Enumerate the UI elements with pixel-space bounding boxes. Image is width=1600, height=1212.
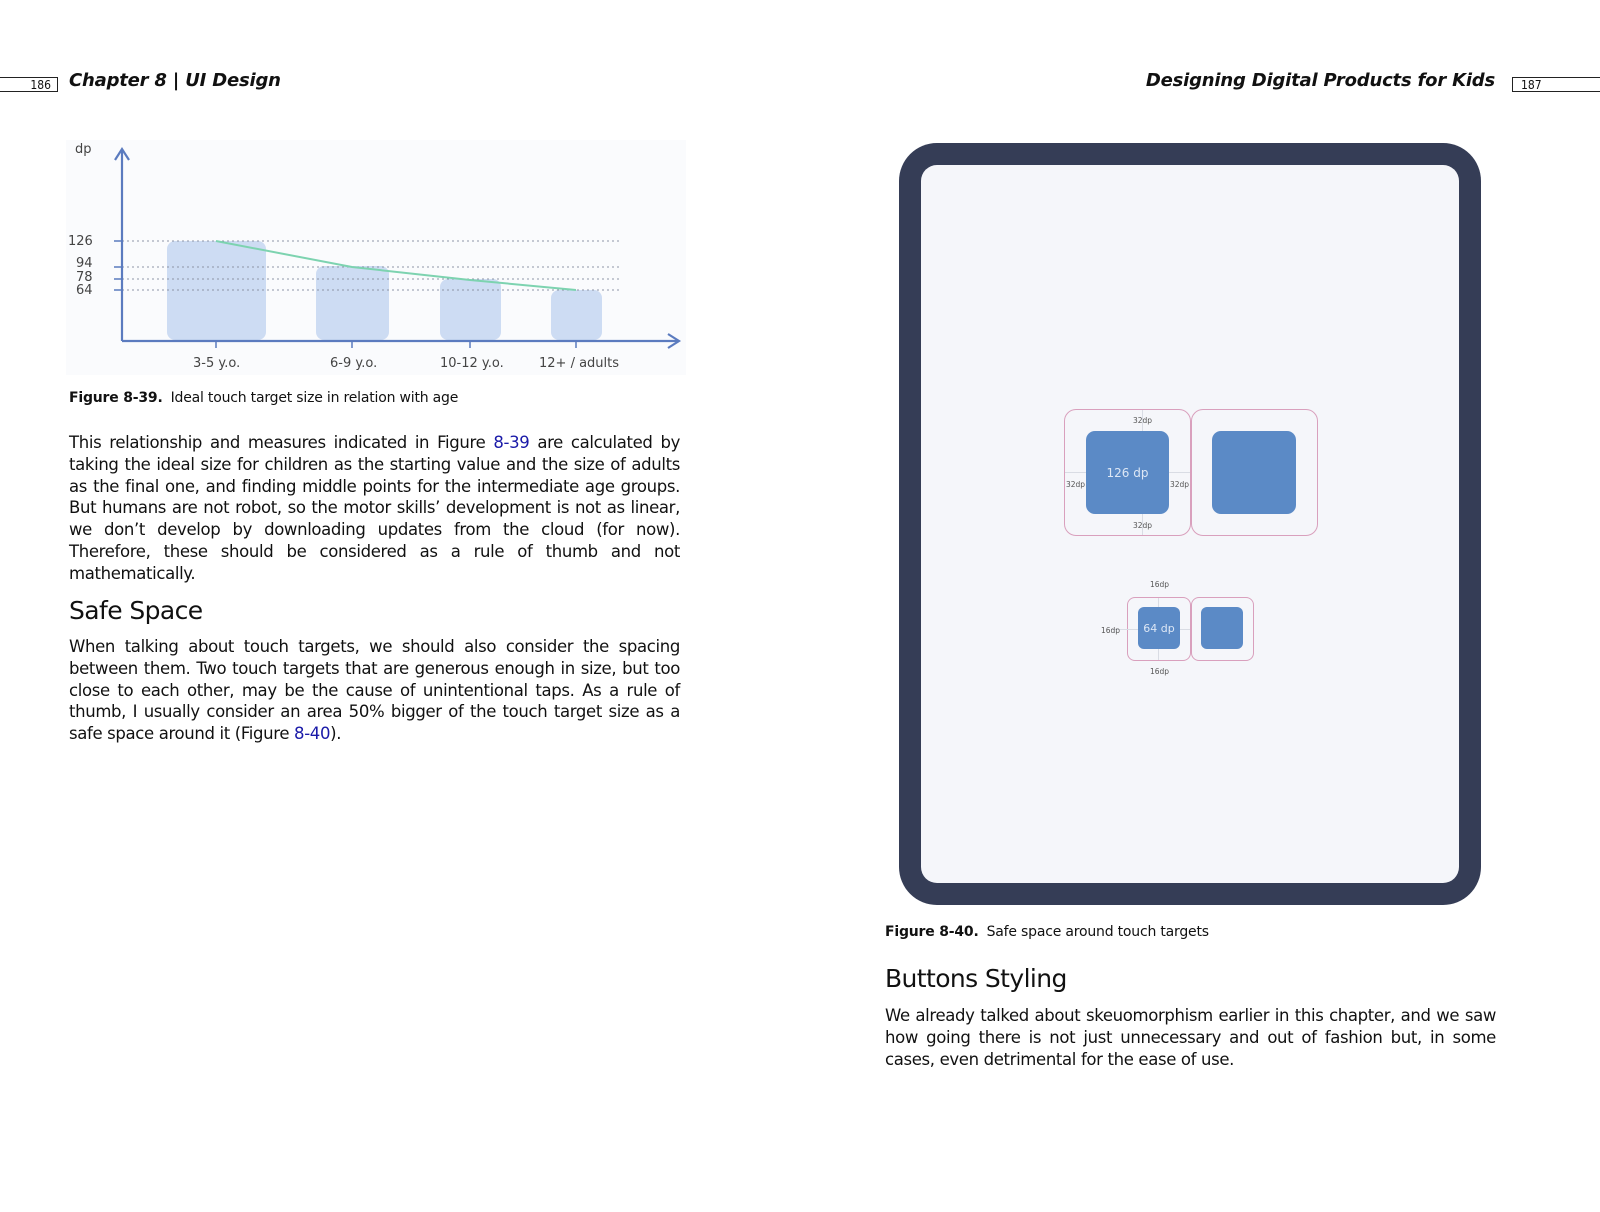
touch-target-large — [1086, 431, 1169, 514]
chart-y-ticks — [114, 241, 122, 290]
touch-target-small — [1138, 607, 1180, 649]
chart-x-label-6-9: 6-9 y.o. — [330, 356, 378, 371]
spacing-label-bottom-small: 16dp — [1150, 667, 1170, 676]
caption-label: Figure 8-39. — [69, 390, 163, 406]
bar-12-adults — [551, 290, 602, 340]
chart-y-tick-64: 64 — [76, 283, 93, 298]
target-size-label: 64 dp — [1143, 621, 1175, 635]
body-paragraph-3: We already talked about skeuomorphism earlier in this chapter, and we saw how going there is not just unnecessary and out of fashion but, in some cases, even detrimental for the ease of use. — [885, 1006, 1496, 1069]
spacing-label-left: 32dp — [1066, 480, 1086, 489]
bar-3-5 — [167, 241, 266, 340]
bar-6-9 — [316, 266, 389, 340]
figure-8-40-link[interactable]: 8-40 — [294, 724, 331, 744]
touch-target-chart — [66, 140, 686, 375]
target-size-label: 126 dp — [1106, 465, 1149, 480]
body-paragraph-1 — [69, 432, 680, 585]
chart-y-tick-78: 78 — [76, 270, 93, 285]
chart-x-label-10-12: 10-12 y.o. — [440, 356, 504, 371]
figure-8-39-link[interactable]: 8-39 — [493, 433, 530, 452]
chart-y-axis-label: dp — [75, 142, 92, 157]
chart-x-label-12-adults: 12+ / adults — [539, 356, 620, 371]
spacing-label-top: 32dp — [1133, 416, 1153, 425]
chart-trend-line — [216, 241, 576, 290]
touch-target-large-2 — [1212, 431, 1296, 514]
chart-x-label-3-5: 3-5 y.o. — [193, 356, 241, 371]
spacing-label-right: 32dp — [1170, 480, 1190, 489]
figure-8-40-caption — [885, 924, 1209, 940]
page-number-right: 187 — [1512, 77, 1600, 92]
chart-y-tick-94: 94 — [76, 256, 93, 271]
caption-text: Ideal touch target size in relation with age — [170, 390, 459, 406]
running-head-right: Designing Digital Products for Kids — [1145, 70, 1495, 91]
page-number-left: 186 — [0, 77, 58, 92]
paragraph-text: This relationship and measures indicated in Figure — [69, 433, 494, 452]
paragraph-text: are calculated by taking the ideal size for children as the starting value and the size of adults as the final one, and finding middle points for the intermediate age groups. But humans are not robot, so the motor skills’ development is not as linear, we don’t develop by downloading updates from the cloud (for now). Therefore, these should be considered as a rule of thumb and not mathematically. — [69, 433, 680, 583]
bar-10-12 — [440, 279, 501, 340]
figure-8-39-caption — [69, 390, 458, 406]
spacing-label-top-small: 16dp — [1150, 580, 1170, 589]
body-paragraph-2 — [69, 636, 680, 745]
section-heading-safe-space: Safe Space — [69, 596, 203, 625]
chart-canvas — [66, 140, 686, 375]
caption-text: Safe space around touch targets — [986, 924, 1209, 940]
tablet-screen — [921, 165, 1459, 883]
touch-target-small-2 — [1201, 607, 1243, 649]
paragraph-text: ). — [330, 724, 342, 744]
spacing-label-left-small: 16dp — [1101, 626, 1121, 635]
paragraph-text: When talking about touch targets, we should also consider the spacing between them. Two touch targets that are generous enough in size, but too close to each other, may be the cause of unintentional taps. As a rule of thumb, I usually consider an area 50% bigger of the touch target size as a safe space around it (Figure — [69, 637, 680, 744]
caption-label: Figure 8-40. — [885, 924, 979, 940]
running-head-left: Chapter 8 | UI Design — [69, 70, 281, 91]
section-heading-buttons-styling: Buttons Styling — [885, 964, 1067, 993]
spacing-label-bottom: 32dp — [1133, 521, 1153, 530]
chart-y-tick-126: 126 — [68, 234, 93, 249]
tablet-illustration — [899, 143, 1481, 905]
